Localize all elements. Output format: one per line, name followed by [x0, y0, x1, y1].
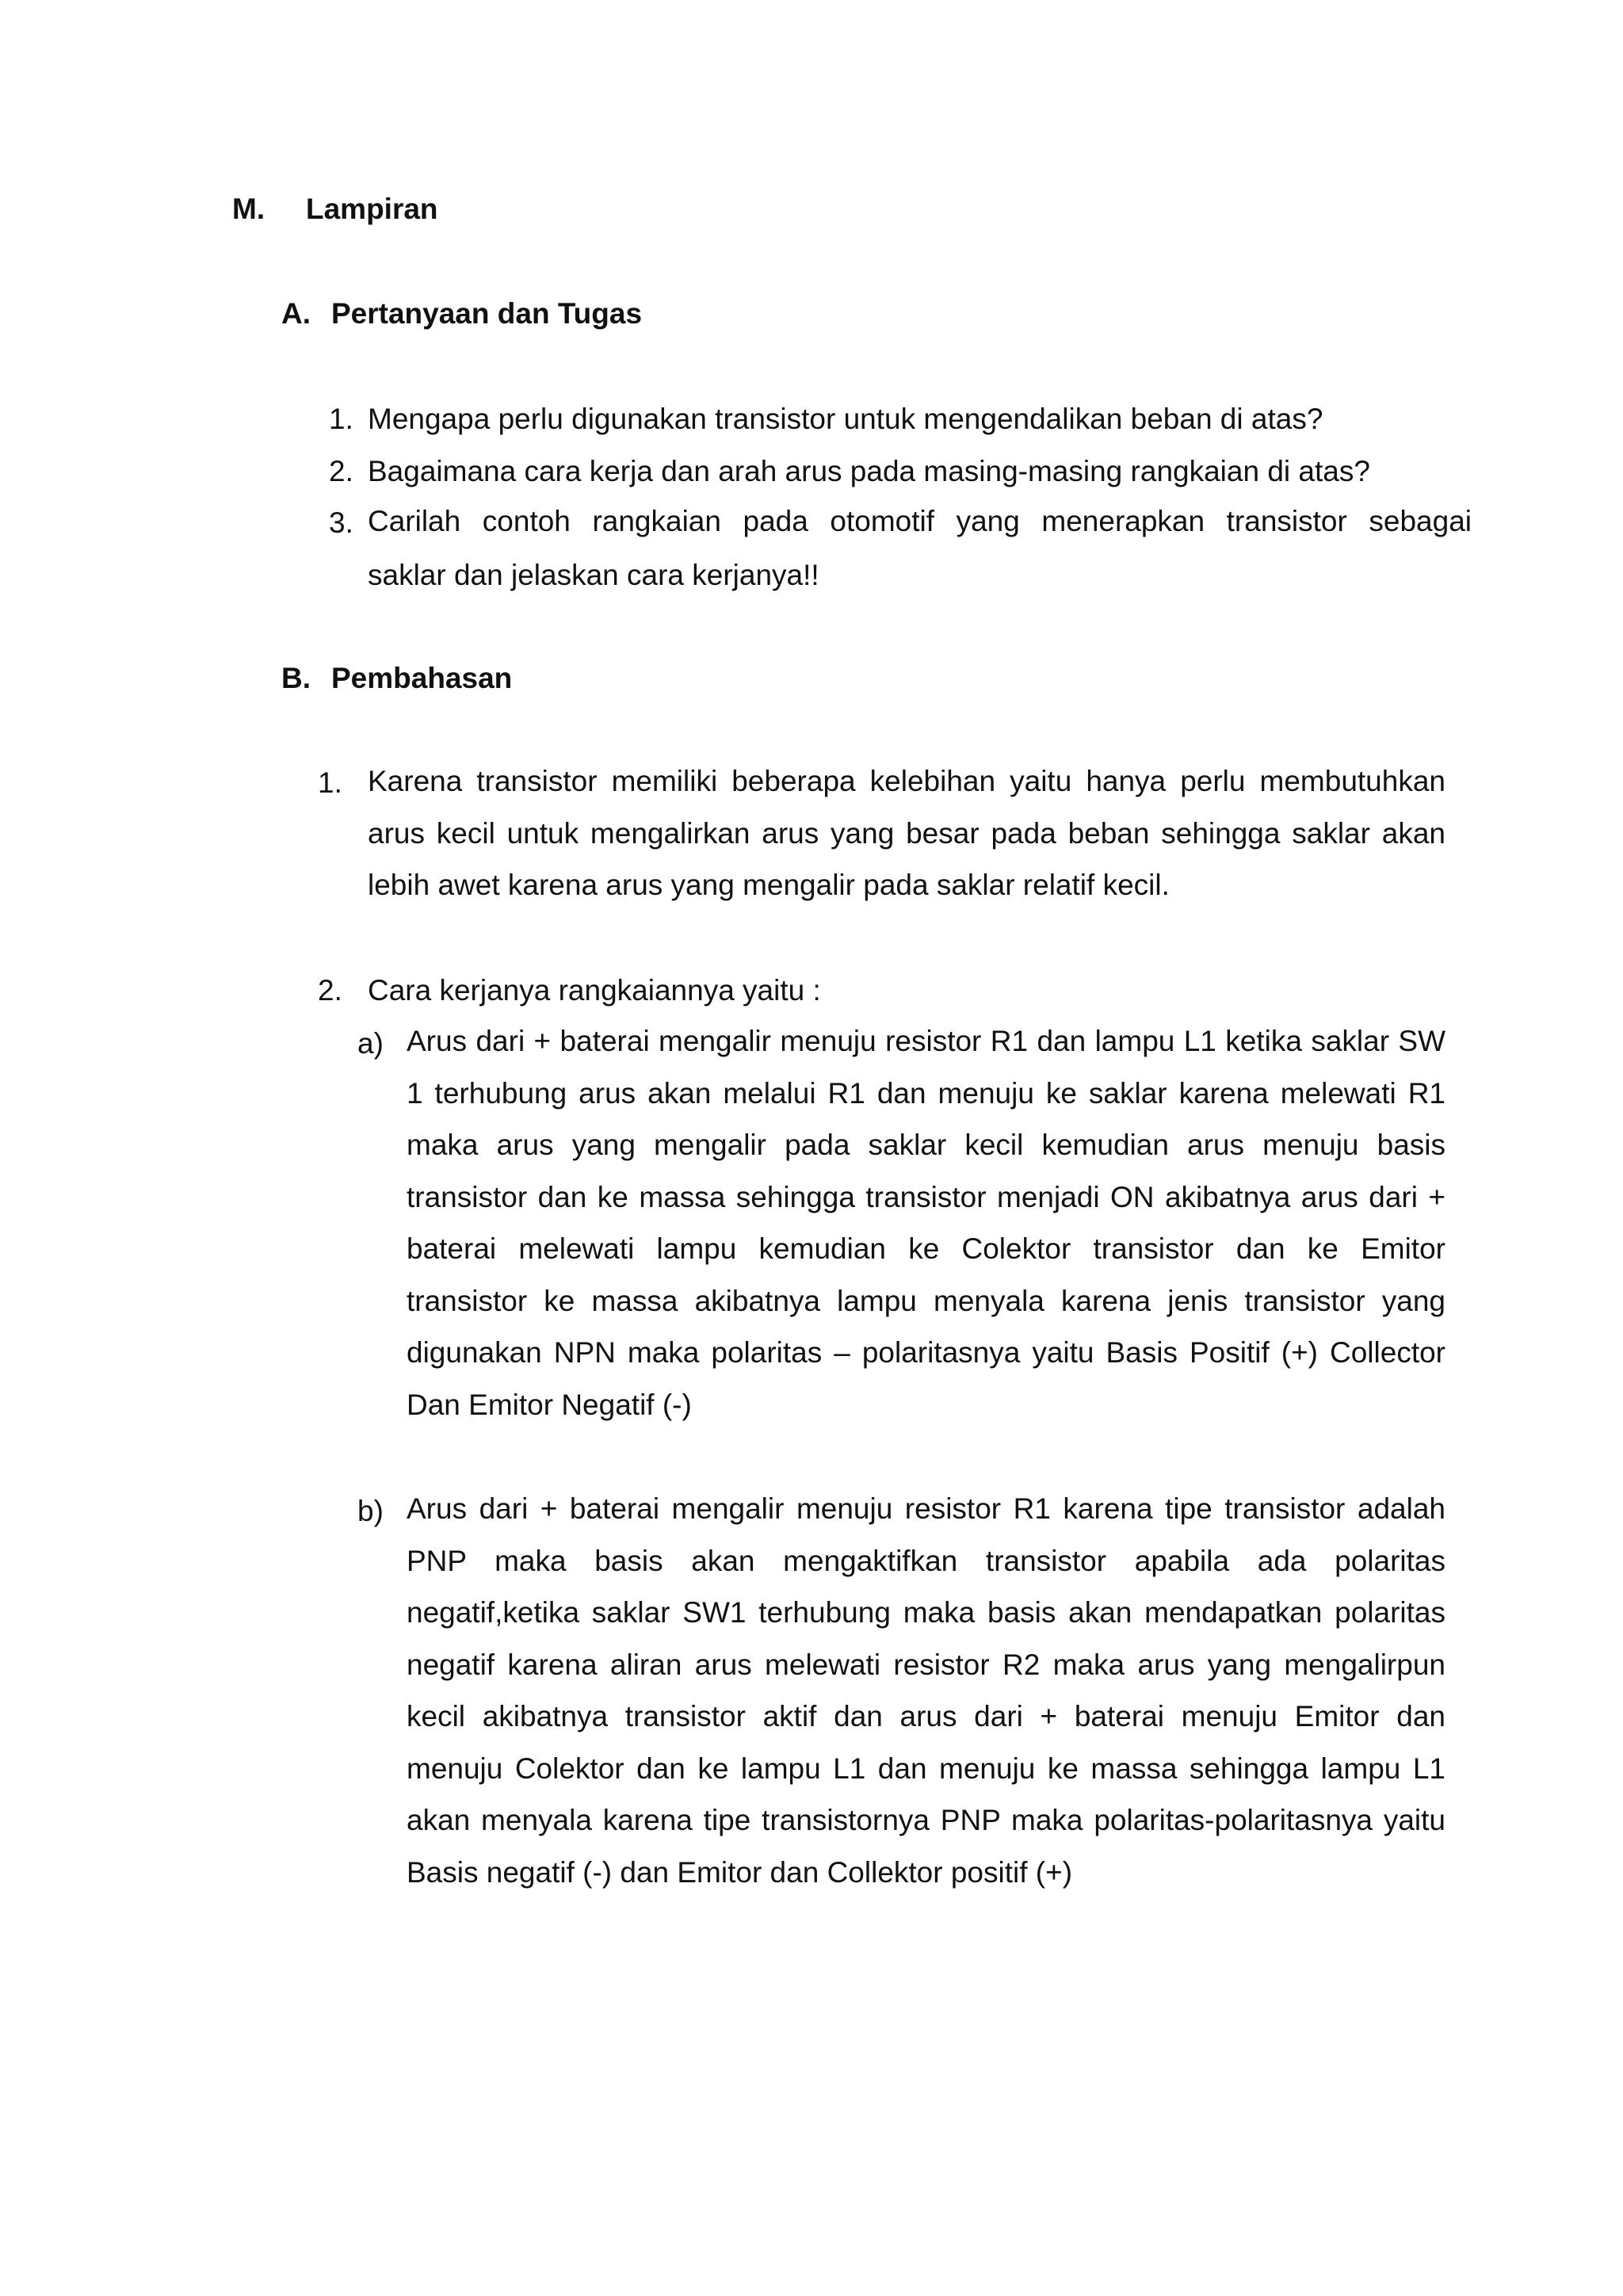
- answer-2-item-a-label: a): [357, 1027, 384, 1060]
- section-a-title: Pertanyaan dan Tugas: [331, 297, 643, 330]
- answer-2-intro: Cara kerjanya rangkaiannya yaitu :: [368, 974, 821, 1007]
- section-m-title: Lampiran: [306, 193, 438, 225]
- question-1-text: Mengapa perlu digunakan transistor untuk mengendalikan beban di atas?: [368, 403, 1323, 435]
- answer-2-item-a-text: Arus dari + baterai mengalir menuju resistor R1 dan lampu L1 ketika saklar SW 1 terhubung arus akan melalui R1 dan menuju ke saklar karena melewati R1 maka arus yang mengalir pada saklar kecil kemudian arus menuju basis transistor dan ke massa sehingga transistor menjadi ON akibatnya arus dari + baterai melewati lampu kemudian ke Colektor transistor dan ke Emitor transistor ke massa akibatnya lampu menyala karena jenis transistor yang digunakan NPN maka polaritas – polaritasnya yaitu Basis Positif (+) Collector Dan Emitor Negatif (-): [407, 1025, 1445, 1421]
- answer-1-number: 1.: [318, 766, 342, 799]
- section-b-letter: B.: [281, 662, 311, 694]
- question-2-number: 2.: [329, 455, 353, 487]
- answer-1-text: Karena transistor memiliki beberapa kelebihan yaitu hanya perlu membutuhkan arus kecil untuk mengalirkan arus yang besar pada beban sehingga saklar akan lebih awet karena arus yang mengalir pada saklar relatif kecil.: [368, 765, 1445, 901]
- section-m-number: M.: [232, 193, 265, 225]
- question-3-line-1: Carilah contoh rangkaian pada otomotif yang menerapkan transistor sebagai: [368, 505, 1472, 537]
- answer-2-item-b-text: Arus dari + baterai mengalir menuju resistor R1 karena tipe transistor adalah PNP maka basis akan mengaktifkan transistor apabila ada polaritas negatif,ketika saklar SW1 terhubung maka basis akan mendapatkan polaritas negatif karena aliran arus melewati resistor R2 maka arus yang mengalirpun kecil akibatnya transistor aktif dan arus dari + baterai menuju Emitor dan menuju Colektor dan ke lampu L1 dan menuju ke massa sehingga lampu L1 akan menyala karena tipe transistornya PNP maka polaritas-polaritasnya yaitu Basis negatif (-) dan Emitor dan Collektor positif (+): [407, 1492, 1445, 1889]
- question-3-number: 3.: [329, 506, 353, 539]
- question-2-text: Bagaimana cara kerja dan arah arus pada masing-masing rangkaian di atas?: [368, 455, 1370, 487]
- question-1-number: 1.: [329, 403, 353, 435]
- section-a-letter: A.: [281, 297, 311, 330]
- answer-2-number: 2.: [318, 974, 342, 1007]
- question-3-line-2: saklar dan jelaskan cara kerjanya!!: [368, 559, 819, 591]
- section-b-title: Pembahasan: [331, 662, 513, 694]
- answer-2-item-b-label: b): [357, 1495, 384, 1527]
